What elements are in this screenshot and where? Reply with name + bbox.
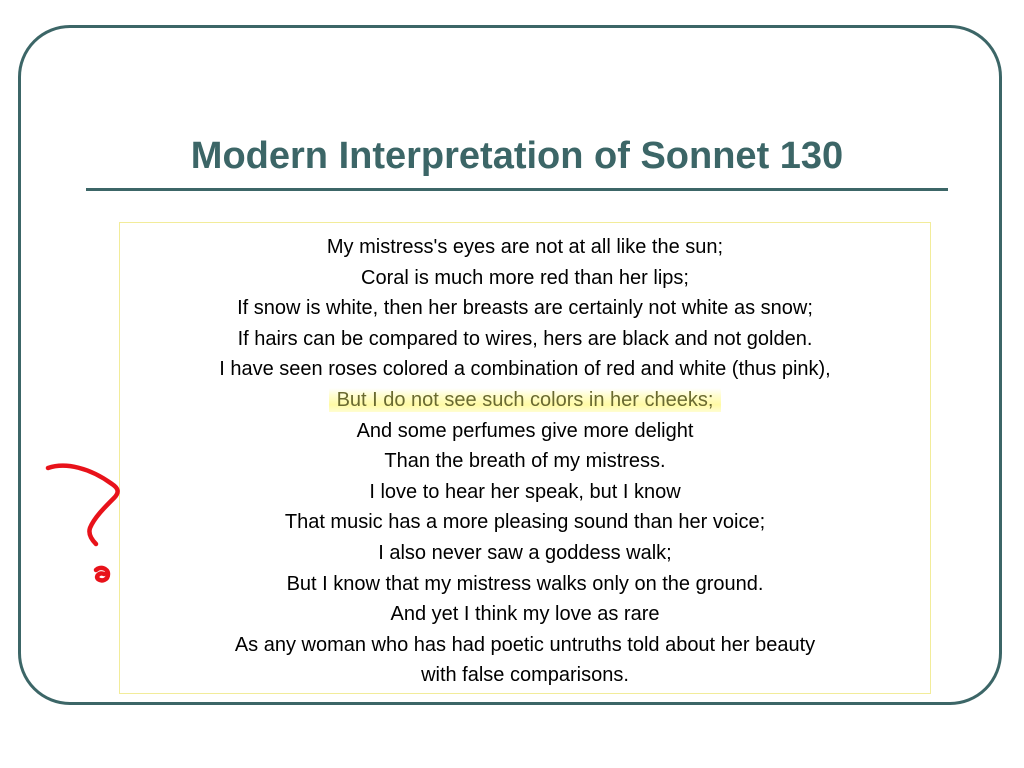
handwritten-question-mark-annotation (38, 458, 128, 593)
sonnet-line: As any woman who has had poetic untruths told about her beauty (234, 633, 816, 656)
sonnet-line: I love to hear her speak, but I know (369, 480, 681, 503)
sonnet-line: Than the breath of my mistress. (384, 450, 666, 473)
sonnet-line: My mistress's eyes are not at all like the sun; (326, 236, 724, 258)
sonnet-line: If snow is white, then her breasts are certainly not white as snow; (237, 297, 813, 320)
sonnet-line: Coral is much more red than her lips; (361, 266, 689, 289)
title-underline (86, 188, 948, 191)
sonnet-line: That music has a more pleasing sound than her voice; (284, 511, 766, 534)
sonnet-text-box (119, 222, 931, 694)
sonnet-line: And some perfumes give more delight (356, 419, 694, 442)
highlighted-text: But I do not see such colors in her cheeks; (329, 388, 722, 412)
ink-stroke-question-curve (48, 466, 118, 544)
sonnet-line: with false comparisons. (421, 664, 629, 687)
ink-stroke-question-dot (96, 568, 108, 580)
sonnet-line: I have seen roses colored a combination of red and white (thus pink), (219, 358, 831, 381)
sonnet-line: But I know that my mistress walks only on the ground. (286, 572, 764, 595)
sonnet-line: I also never saw a goddess walk; (378, 541, 672, 564)
slide-title: Modern Interpretation of Sonnet 130 (190, 135, 844, 177)
sonnet-line-highlighted (120, 385, 930, 416)
sonnet-line: And yet I think my love as rare (390, 603, 660, 626)
sonnet-line: If hairs can be compared to wires, hers are black and not golden. (237, 327, 813, 350)
